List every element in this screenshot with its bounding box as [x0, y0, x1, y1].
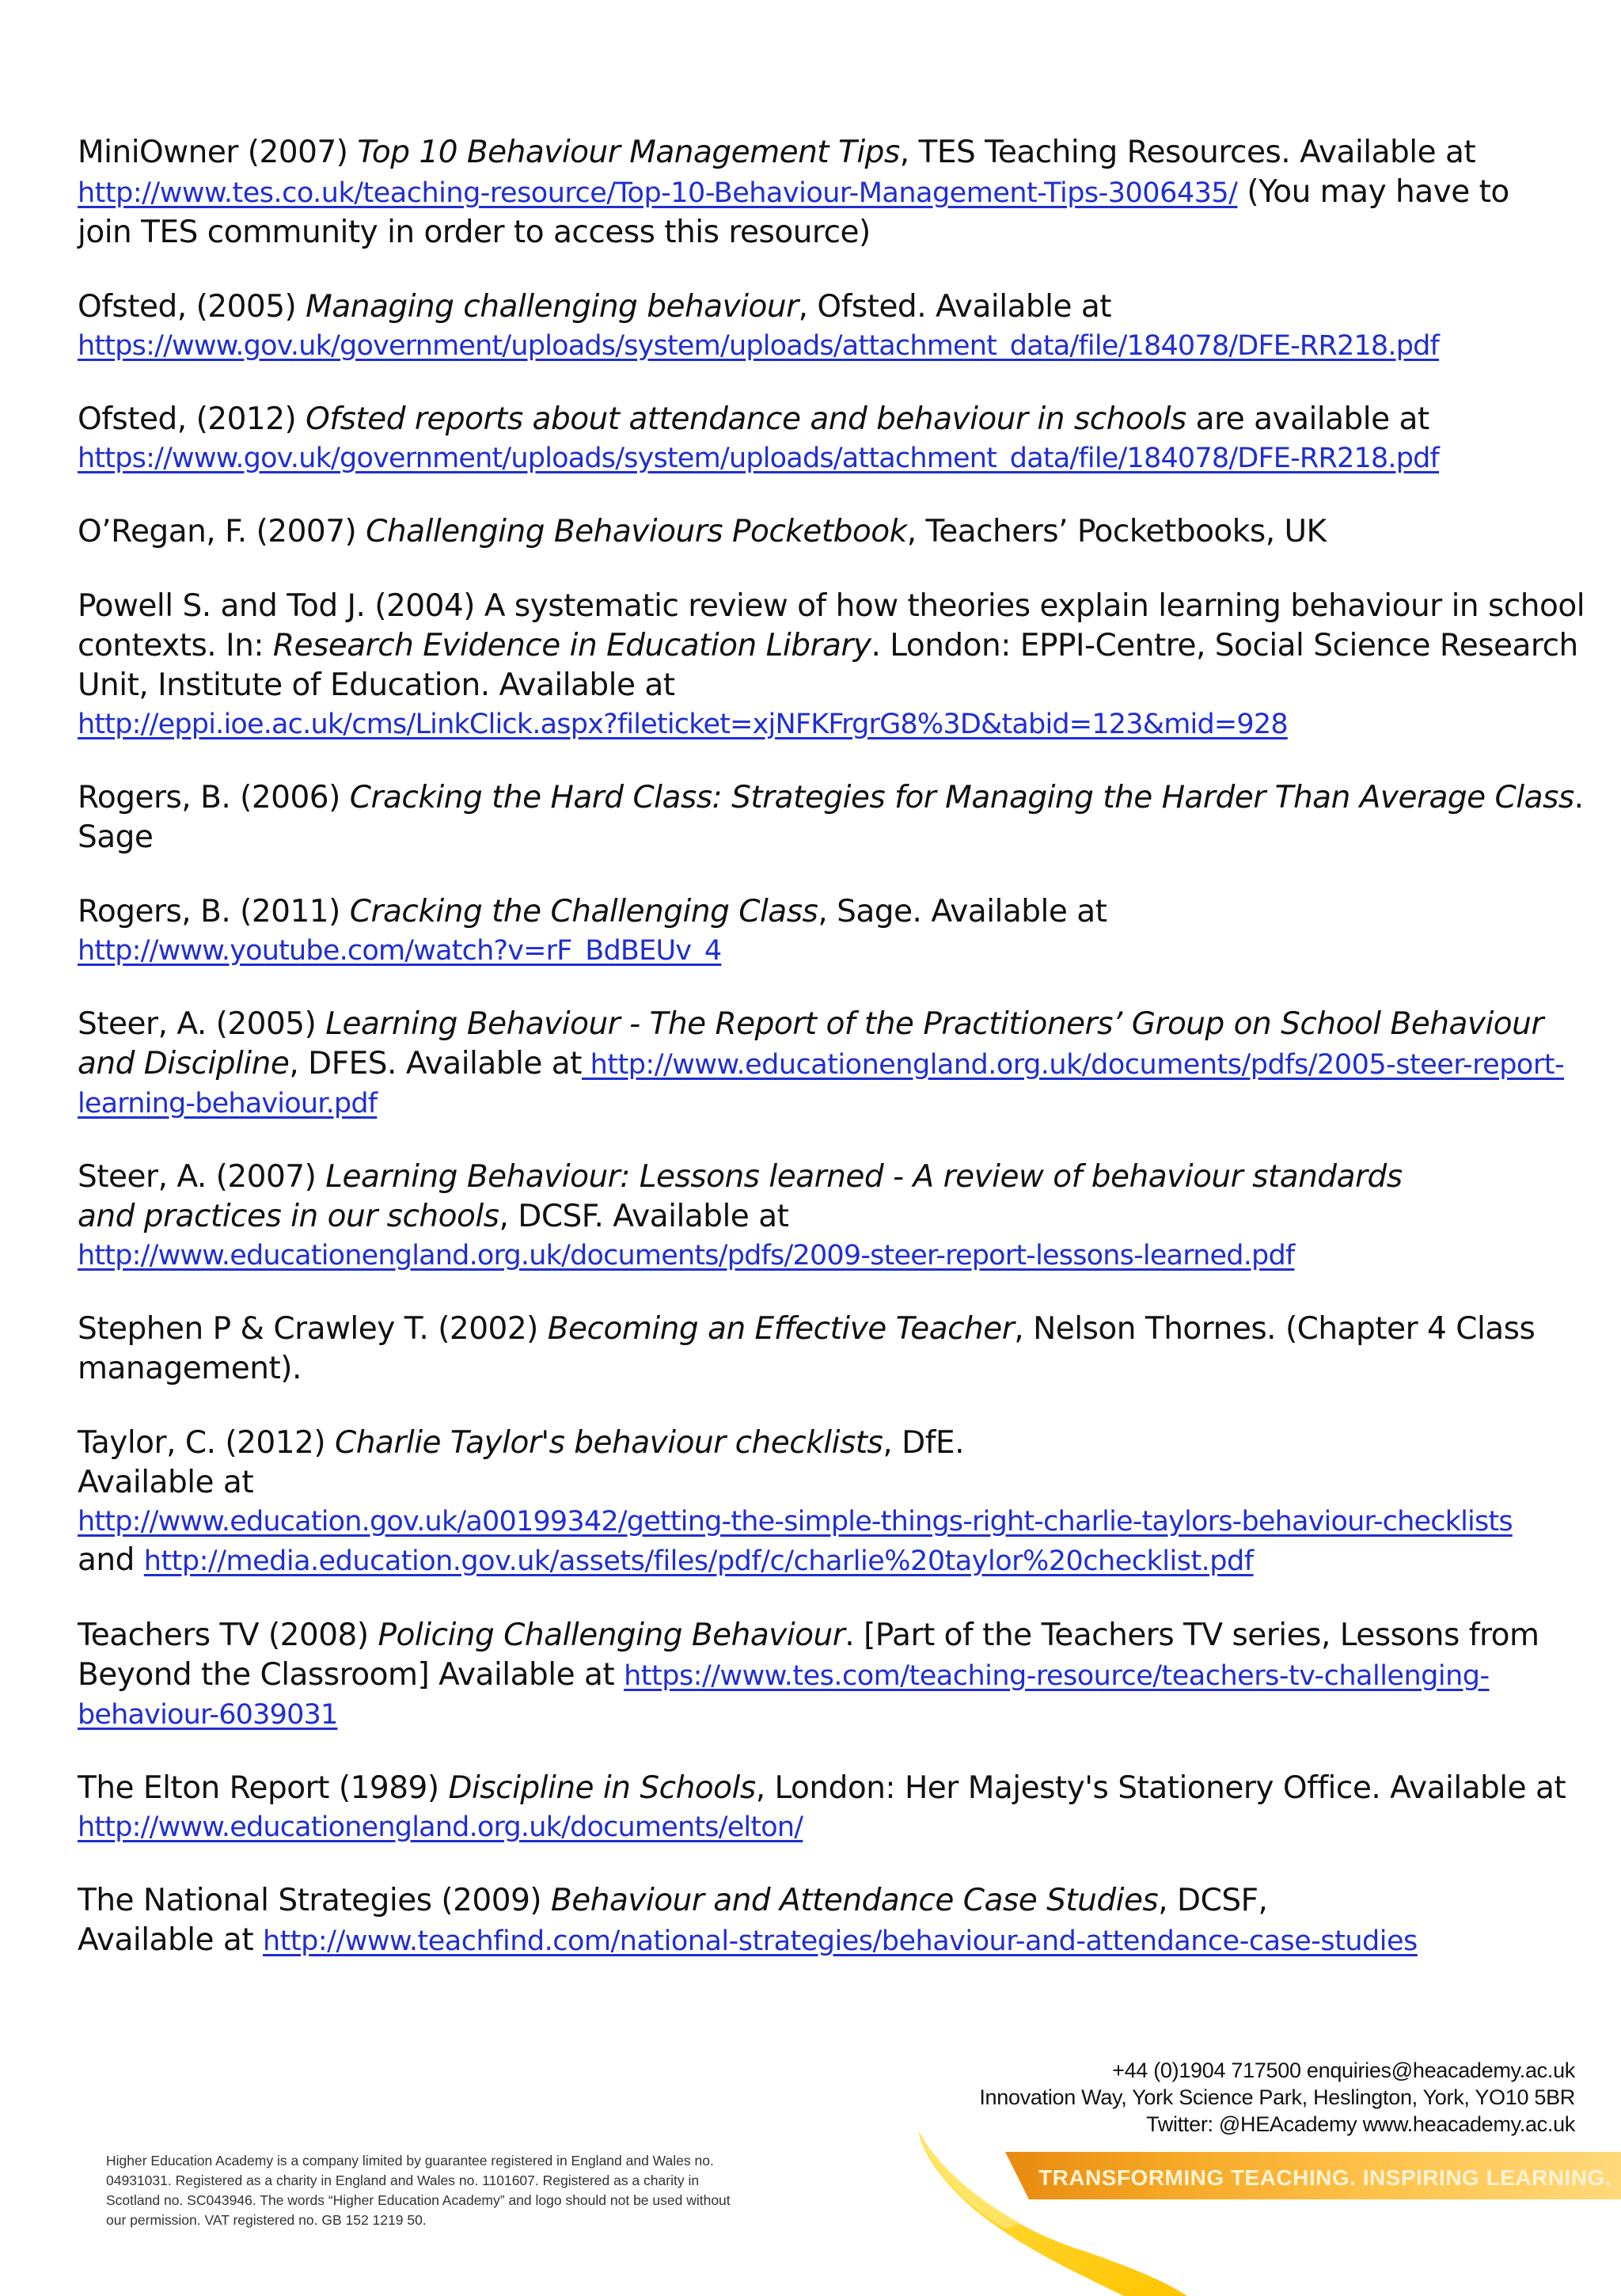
reference-line: [78, 173, 1566, 213]
reference-line: [78, 1158, 1566, 1197]
reference-text: are available at: [1186, 401, 1429, 437]
reference-line: [78, 439, 1566, 477]
reference-link[interactable]: http://www.educationengland.org.uk/documents/elton/: [78, 1811, 803, 1843]
reference-entry: [78, 287, 1566, 365]
reference-link[interactable]: https://www.gov.uk/government/uploads/system/uploads/attachment_data/file/184078/DFE-RR218.pdf: [78, 443, 1440, 474]
reference-text: , DCSF,: [1158, 1883, 1268, 1918]
tagline: TRANSFORMING TEACHING. INSPIRING LEARNING.: [1038, 2165, 1612, 2190]
reference-link[interactable]: behaviour-6039031: [78, 1699, 338, 1731]
reference-line: [78, 287, 1566, 327]
reference-entry: [78, 1158, 1566, 1275]
reference-text: Rogers, B. (2011): [78, 894, 350, 929]
reference-link[interactable]: http://eppi.ioe.ac.uk/cms/LinkClick.aspx?fileticket=xjNFKFrgrG8%3D&tabid=123&mid=928: [78, 709, 1288, 740]
reference-line: [78, 587, 1585, 626]
reference-line: [78, 1424, 1566, 1463]
reference-line: [78, 1044, 1566, 1085]
reference-line: [78, 512, 1566, 552]
reference-text: Ofsted, (2005): [78, 289, 306, 325]
reference-text: , Nelson Thornes. (Chapter 4 Class: [1014, 1311, 1536, 1347]
reference-line: [78, 626, 1578, 666]
reference-text: , DFES. Available at: [289, 1046, 582, 1081]
reference-text: Beyond the Classroom] Available at: [78, 1657, 624, 1693]
reference-text: , London: Her Majesty's Stationery Office. Available at: [755, 1770, 1566, 1806]
reference-text: , Ofsted. Available at: [798, 289, 1112, 325]
reference-title: Discipline in Schools: [448, 1770, 756, 1806]
legal-line: 04931031. Registered as a charity in England and Wales no. 1101607. Registered as a charity in: [106, 2172, 700, 2188]
reference-title: Research Evidence in Education Library: [272, 628, 871, 663]
reference-entry: [78, 892, 1566, 970]
reference-title: Policing Challenging Behaviour: [378, 1617, 845, 1653]
legal-notice: [106, 2151, 866, 2230]
reference-text: Powell S. and Tod J. (2004) A systematic review of how theories explain learning behaviour in school: [78, 588, 1585, 624]
reference-title: Ofsted reports about attendance and behaviour in schools: [306, 401, 1186, 437]
reference-line: [78, 1696, 1566, 1734]
reference-text: , TES Teaching Resources. Available at: [899, 135, 1476, 170]
reference-text: management).: [78, 1351, 302, 1386]
reference-text: . London: EPPI-Centre, Social Science Research: [871, 628, 1578, 663]
reference-title: Charlie Taylor's behaviour checklists: [334, 1425, 883, 1461]
reference-line: [78, 133, 1566, 173]
reference-title: Behaviour and Attendance Case Studies: [551, 1883, 1159, 1918]
reference-line: [78, 1503, 1566, 1541]
reference-entry: [78, 1881, 1566, 1961]
reference-text: Taylor, C. (2012): [78, 1425, 335, 1461]
reference-title: Cracking the Challenging Class: [349, 894, 818, 929]
reference-line: [78, 1655, 1566, 1696]
reference-text: , DfE.: [883, 1425, 964, 1461]
reference-line: [78, 1616, 1566, 1655]
reference-line: [78, 1197, 1566, 1237]
reference-link[interactable]: http://www.education.gov.uk/a00199342/getting-the-simple-things-right-charlie-taylors-behaviour-checklists: [78, 1506, 1513, 1538]
legal-line: Higher Education Academy is a company limited by guarantee registered in England and Wales no.: [106, 2153, 714, 2169]
reference-text: Unit, Institute of Education. Available at: [78, 667, 675, 703]
reference-line: [78, 778, 1584, 818]
reference-text: O’Regan, F. (2007): [78, 514, 366, 549]
reference-title: and practices in our schools: [78, 1199, 499, 1234]
reference-link[interactable]: http://www.teachfind.com/national-strategies/behaviour-and-attendance-case-studies: [263, 1925, 1418, 1957]
reference-text: . [Part of the Teachers TV series, Lessons from: [845, 1617, 1539, 1653]
reference-title: Learning Behaviour - The Report of the Practitioners’ Group on School Behaviour: [325, 1006, 1543, 1042]
reference-title: Challenging Behaviours Pocketbook: [366, 514, 907, 549]
reference-link[interactable]: https://www.gov.uk/government/uploads/system/uploads/attachment_data/file/184078/DFE-RR218.pdf: [78, 330, 1440, 362]
reference-text: Steer, A. (2007): [78, 1159, 326, 1195]
reference-title: Managing challenging behaviour: [306, 289, 799, 325]
reference-link[interactable]: http://www.youtube.com/watch?v=rF_BdBEUv_4: [78, 935, 722, 967]
reference-line: [78, 1005, 1566, 1044]
reference-entry: [78, 400, 1566, 477]
reference-text: , Sage. Available at: [818, 894, 1107, 929]
reference-line: [78, 400, 1566, 439]
reference-line: [78, 1808, 1566, 1846]
reference-entry: [78, 1616, 1566, 1734]
reference-entry: [78, 133, 1566, 253]
legal-line: Scotland no. SC043946. The words “Higher Education Academy” and logo should not be used without: [106, 2192, 731, 2208]
reference-entry: [78, 778, 1584, 857]
reference-line: [78, 1085, 1566, 1123]
reference-link[interactable]: http://www.tes.co.uk/teaching-resource/Top-10-Behaviour-Management-Tips-3006435/: [78, 177, 1238, 209]
reference-title: Learning Behaviour: Lessons learned - A review of behaviour standards: [325, 1159, 1403, 1195]
brand-swoosh-graphic: [886, 2130, 1621, 2296]
reference-text: The Elton Report (1989): [78, 1770, 449, 1806]
reference-text: , Teachers’ Pocketbooks, UK: [906, 514, 1327, 549]
reference-text: Steer, A. (2005): [78, 1006, 326, 1042]
legal-line: our permission. VAT registered no. GB 152 1219 50.: [106, 2212, 427, 2228]
reference-text: .: [1574, 780, 1584, 815]
reference-line: [78, 1237, 1566, 1275]
reference-link[interactable]: http://media.education.gov.uk/assets/files/pdf/c/charlie%20taylor%20checklist.pdf: [143, 1545, 1254, 1577]
contact-block: [979, 2057, 1575, 2138]
reference-title: Becoming an Effective Teacher: [547, 1311, 1015, 1347]
contact-address: Innovation Way, York Science Park, Heslington, York, YO10 5BR: [979, 2085, 1575, 2109]
reference-entry: [78, 512, 1566, 552]
reference-text: contexts. In:: [78, 628, 273, 663]
reference-line: [78, 932, 1566, 970]
reference-text: MiniOwner (2007): [78, 135, 358, 170]
reference-text: The National Strategies (2009): [78, 1883, 551, 1918]
reference-title: and Discipline: [78, 1046, 290, 1081]
reference-list: [78, 133, 1585, 1996]
reference-line: [78, 1921, 1566, 1961]
reference-text: Stephen P & Crawley T. (2002): [78, 1311, 548, 1347]
reference-entry: [78, 1310, 1566, 1389]
reference-text: (You may have to: [1237, 174, 1509, 210]
reference-title: Cracking the Hard Class: Strategies for Managing the Harder Than Average Class: [349, 780, 1574, 815]
reference-line: [78, 1769, 1566, 1808]
reference-line: [78, 705, 1566, 743]
reference-line: [78, 1463, 1566, 1503]
reference-text: Ofsted, (2012): [78, 401, 306, 437]
reference-entry: [78, 1769, 1566, 1846]
reference-link[interactable]: http://www.educationengland.org.uk/documents/pdfs/2009-steer-report-lessons-learned.pdf: [78, 1240, 1295, 1272]
reference-entry: [78, 1005, 1566, 1123]
reference-entry: [78, 1424, 1566, 1581]
reference-link[interactable]: learning-behaviour.pdf: [78, 1088, 378, 1119]
reference-text: Rogers, B. (2006): [78, 780, 350, 815]
reference-title: Top 10 Behaviour Management Tips: [357, 135, 900, 170]
reference-link[interactable]: https://www.tes.com/teaching-resource/teachers-tv-challenging-: [624, 1660, 1490, 1692]
reference-line: [78, 327, 1566, 365]
reference-entry: [78, 587, 1585, 743]
contact-phone-email[interactable]: +44 (0)1904 717500 enquiries@heacademy.ac.uk: [1112, 2058, 1575, 2082]
reference-text: , DCSF. Available at: [499, 1199, 789, 1234]
reference-line: [78, 1310, 1566, 1349]
reference-line: [78, 892, 1566, 932]
reference-line: [78, 1349, 1566, 1389]
reference-line: [78, 1541, 1566, 1581]
reference-line: [78, 1881, 1566, 1921]
reference-text: Available at: [78, 1465, 254, 1500]
reference-line: [78, 213, 1566, 253]
reference-text: Teachers TV (2008): [78, 1617, 378, 1653]
reference-link[interactable]: http://www.educationengland.org.uk/documents/pdfs/2005-steer-report-: [581, 1049, 1565, 1081]
reference-line: [78, 666, 1566, 705]
reference-text: join TES community in order to access this resource): [78, 215, 871, 250]
contact-twitter-web[interactable]: Twitter: @HEAcademy www.heacademy.ac.uk: [1146, 2112, 1575, 2136]
reference-text: Sage: [78, 819, 154, 855]
reference-text: and: [78, 1542, 144, 1578]
reference-text: Available at: [78, 1922, 264, 1958]
reference-line: [78, 818, 1566, 857]
